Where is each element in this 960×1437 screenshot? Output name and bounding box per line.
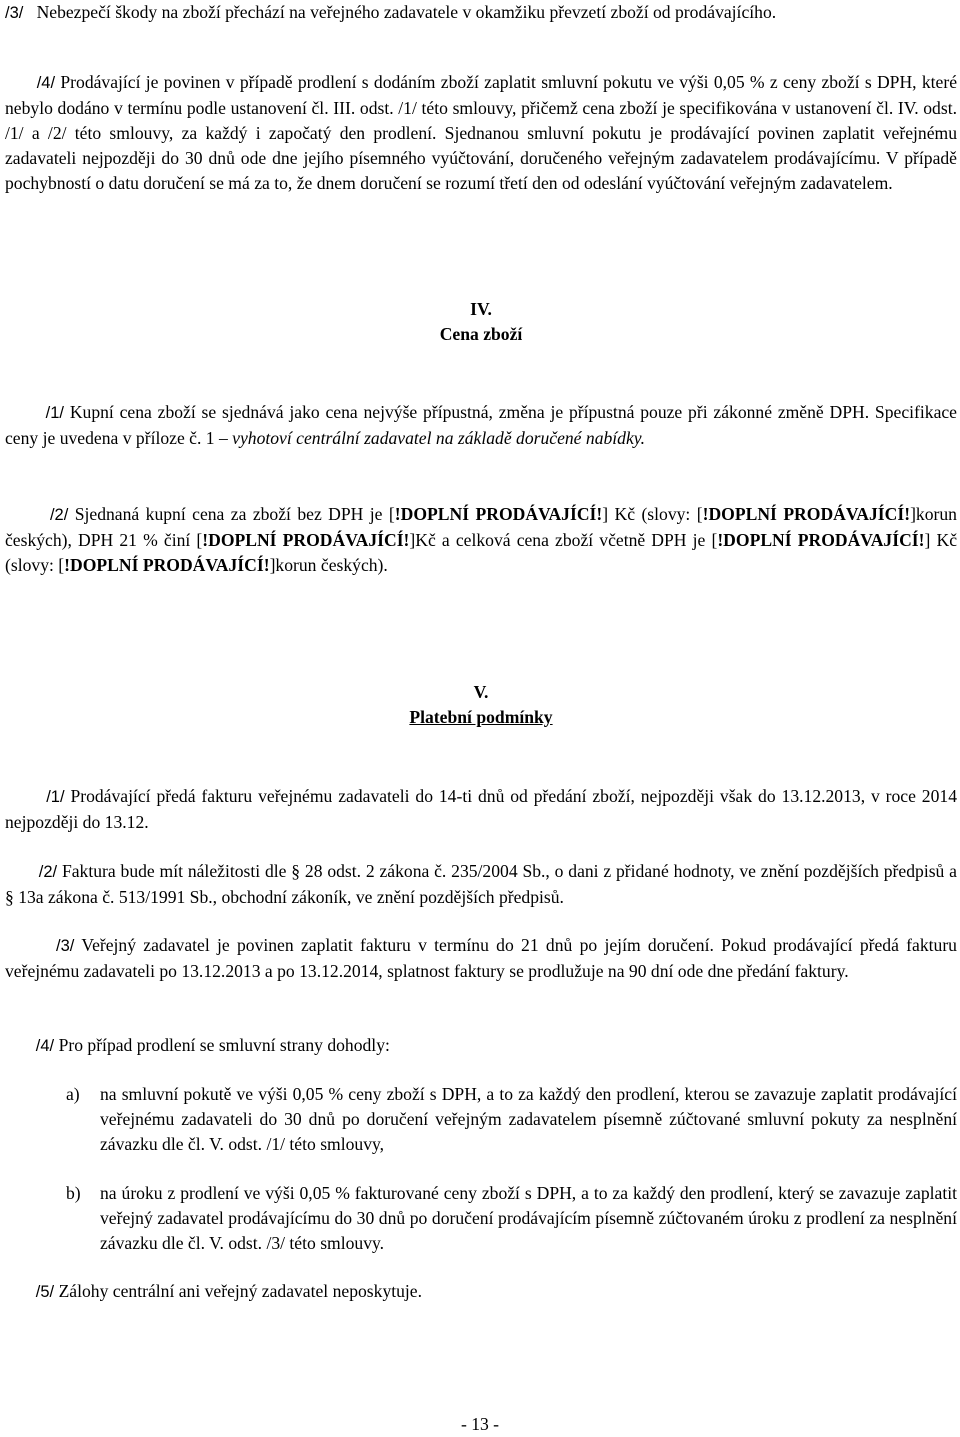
paragraph-text: Veřejný zadavatel je povinen zaplatit fakturu v termínu do 21 dnů po jejím doručení. Pokud prodávající předá fakturu veřejnému zadavateli po 13.12.2013 a po 13.12.2014, splatnost faktury se prodlužuje na 90 dní ode dne předání faktury. (5, 935, 957, 981)
price-text: Sjednaná kupní cena za zboží bez DPH je [ (74, 504, 395, 524)
paragraph-text: Prodávající předá fakturu veřejnému zadavateli do 14-ti dnů od předání zboží, nejpozději však do 13.12.2013, v roce 2014 nejpozději do 13.12. (5, 786, 957, 832)
section-number: V. (473, 682, 489, 702)
list-item-label: b) (66, 1183, 81, 1203)
paragraph-text: Prodávající je povinen v případě prodlení s dodáním zboží zaplatit smluvní pokutu ve výši 0,05 % z ceny zboží s DPH, které nebylo dodáno v termínu podle ustanovení čl. III. odst. /1/ této smlouvy, přičemž cena zboží je specifikována v ustanovení čl. IV. odst. /1/ a /2/ této smlouvy, za každý i započatý den prodlení. Sjednanou smluvní pokutu je prodávající povinen zaplatit veřejnému zadavateli nejpozději do 30 dnů ode dne jejího písemného vyúčtování, doručeného veřejným zadavatelem prodávajícímu. V případě pochybností o datu doručení se má za to, že dnem doručení se rozumí třetí den od odeslání vyúčtování veřejným zadavatelem. (5, 72, 958, 193)
list-item (5, 1082, 957, 1157)
paragraph-iv-1 (5, 400, 957, 451)
paragraph-3 (5, 0, 957, 26)
paragraph-mark: /1/ (45, 404, 65, 422)
paragraph-mark: /2/ (49, 506, 69, 524)
price-text: ] Kč (slovy: [ (602, 504, 703, 524)
paragraph-v-3 (5, 933, 957, 984)
paragraph-mark: /1/ (46, 788, 65, 806)
fill-in-placeholder: !DOPLNÍ PRODÁVAJÍCÍ! (394, 504, 603, 524)
price-text: ]korun českých). (269, 555, 388, 575)
paragraph-mark: /3/ (5, 4, 24, 22)
fill-in-placeholder: !DOPLNÍ PRODÁVAJÍCÍ! (717, 530, 925, 550)
fill-in-placeholder: !DOPLNÍ PRODÁVAJÍCÍ! (702, 504, 911, 524)
list-item (5, 1181, 957, 1256)
paragraph-mark: /4/ (35, 1037, 55, 1055)
paragraph-mark: /4/ (36, 74, 56, 92)
paragraph-text: Kupní cena zboží se sjednává jako cena nejvýše přípustná, změna je přípustná pouze při zákonné změně DPH. Specifikace ceny je uvedena v příloze č. 1 (5, 402, 957, 448)
paragraph-iv-2 (5, 502, 957, 578)
fill-in-placeholder: !DOPLNÍ PRODÁVAJÍCÍ! (202, 530, 410, 550)
section-title: Cena zboží (439, 324, 523, 344)
list-item-text: na úroku z prodlení ve výši 0,05 % fakturované ceny zboží s DPH, a to za každý den prodlení, který se zavazuje zaplatit veřejný zadavatel prodávajícímu do 30 dnů po doručení prodávajícím písemně zúčtovaném úroku z prodlení za nesplnění závazku dle čl. V. odst. /3/ této smlouvy. (100, 1183, 957, 1253)
price-text: ]Kč a celková cena zboží včetně DPH je [ (409, 530, 718, 550)
paragraph-mark: /2/ (38, 863, 58, 881)
paragraph-v-4 (5, 1033, 957, 1059)
paragraph-text: Pro případ prodlení se smluvní strany dohodly: (58, 1035, 390, 1055)
section-number: IV. (470, 299, 492, 319)
paragraph-4 (5, 70, 957, 196)
fill-in-placeholder: !DOPLNÍ PRODÁVAJÍCÍ! (64, 555, 270, 575)
paragraph-text: Nebezpečí škody na zboží přechází na veřejného zadavatele v okamžiku převzetí zboží od prodávajícího. (36, 2, 777, 22)
paragraph-note: – vyhotoví centrální zadavatel na základě doručené nabídky. (218, 428, 646, 448)
list-item-text: na smluvní pokutě ve výši 0,05 % ceny zboží s DPH, a to za každý den prodlení, kterou se zavazuje zaplatit prodávající veřejnému zadavateli do 30 dnů po doručení veřejným zadavatelem písemně zúčtované smluvní pokuty za nesplnění závazku dle čl. V. odst. /1/ této smlouvy, (100, 1084, 957, 1154)
paragraph-v-1 (5, 784, 957, 835)
paragraph-v-5 (5, 1279, 957, 1305)
list-item-label: a) (66, 1084, 80, 1104)
price-text: ] Kč (slovy: [ (5, 530, 958, 575)
section-title: Platební podmínky (409, 707, 553, 727)
price-text: ]korun českých), DPH 21 % činí [ (5, 504, 957, 550)
paragraph-text: Zálohy centrální ani veřejný zadavatel neposkytuje. (58, 1281, 423, 1301)
paragraph-mark: /3/ (55, 937, 75, 955)
paragraph-mark: /5/ (35, 1283, 55, 1301)
paragraph-v-2 (5, 859, 957, 910)
page-number: - 13 - (460, 1414, 500, 1434)
paragraph-text: Faktura bude mít náležitosti dle § 28 odst. 2 zákona č. 235/2004 Sb., o dani z přidané hodnoty, ve znění pozdějších předpisů a § 13a zákona č. 513/1991 Sb., obchodní zákoník, ve znění pozdějších předpisů. (5, 861, 957, 907)
